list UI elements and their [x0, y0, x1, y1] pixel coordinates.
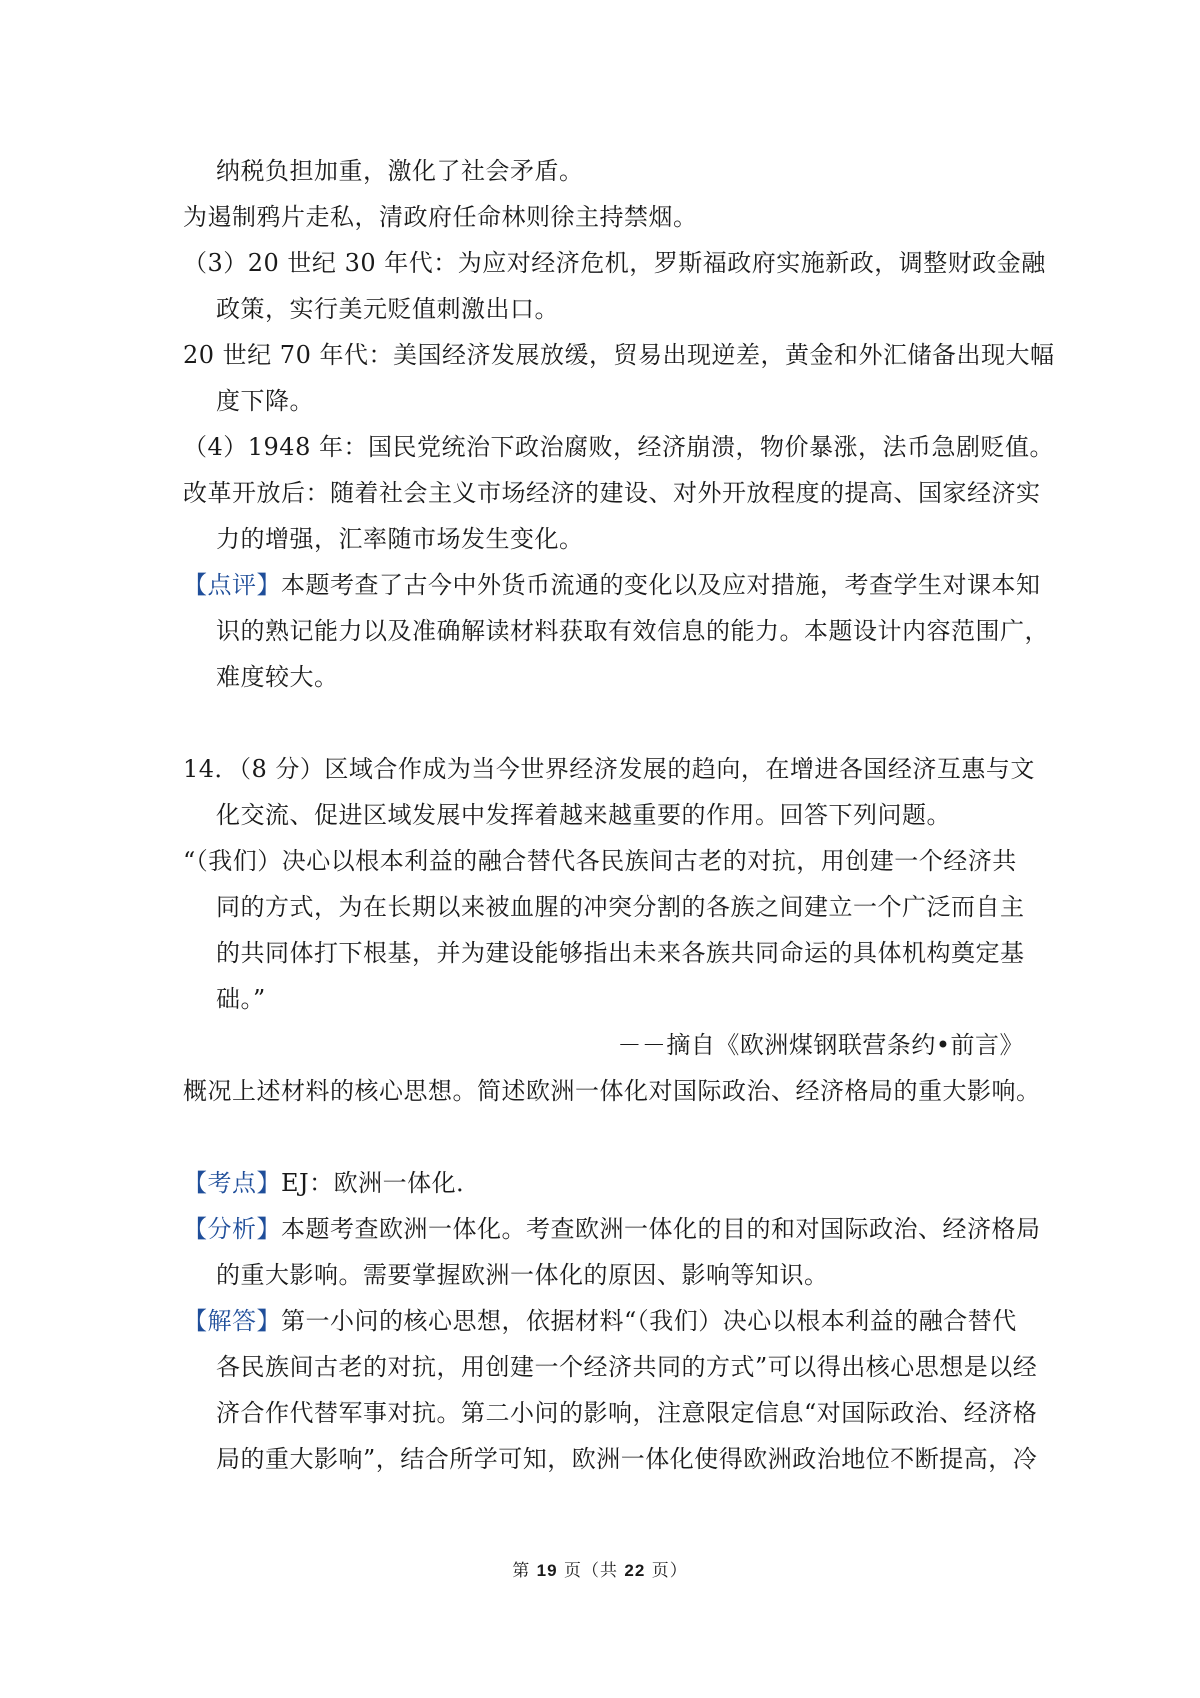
text-line: 20 世纪 70 年代：美国经济发展放缓，贸易出现逆差，黄金和外汇储备出现大幅: [183, 341, 1055, 369]
text-line: 局的重大影响”，结合所学可知，欧洲一体化使得欧洲政治地位不断提高，冷: [216, 1445, 1038, 1473]
text-line: 政策，实行美元贬值刺激出口。: [216, 295, 559, 323]
footer-suffix: 页）: [645, 1561, 688, 1581]
question-prompt: 概况上述材料的核心思想。简述欧洲一体化对国际政治、经济格局的重大影响。: [183, 1077, 1041, 1105]
fenxi-paragraph: [183, 1206, 1041, 1252]
page-footer: [0, 1556, 1200, 1581]
text-line: 的重大影响。需要掌握欧洲一体化的原因、影响等知识。: [216, 1261, 829, 1289]
fenxi-tag: 【分析】: [183, 1215, 281, 1243]
total-pages: 22: [624, 1561, 646, 1580]
page-number: 19: [536, 1561, 558, 1580]
kaodian-tag: 【考点】: [183, 1169, 281, 1197]
page-body: [183, 148, 1055, 1482]
footer-mid: 页（共: [557, 1561, 625, 1581]
fenxi-text: 本题考查欧洲一体化。考查欧洲一体化的目的和对国际政治、经济格局: [281, 1215, 1041, 1243]
jieda-paragraph: [183, 1298, 1028, 1344]
comment-text: 本题考查了古今中外货币流通的变化以及应对措施，考查学生对课本知: [281, 571, 1041, 599]
text-line: 难度较大。: [216, 663, 339, 691]
text-line: 各民族间古老的对抗，用创建一个经济共同的方式”可以得出核心思想是以经: [216, 1353, 1038, 1381]
text-line: 济合作代替军事对抗。第二小问的影响，注意限定信息“对国际政治、经济格: [216, 1399, 1038, 1427]
comment-tag: 【点评】: [183, 571, 281, 599]
text-line: 力的增强，汇率随市场发生变化。: [216, 525, 584, 553]
text-line: 化交流、促进区域发展中发挥着越来越重要的作用。回答下列问题。: [216, 801, 951, 829]
comment-paragraph: [183, 562, 1041, 608]
text-line: 的共同体打下根基，并为建设能够指出未来各族共同命运的具体机构奠定基: [216, 939, 1025, 967]
text-line: 识的熟记能力以及准确解读材料获取有效信息的能力。本题设计内容范围广，: [216, 617, 1049, 645]
text-line: 为遏制鸦片走私，清政府任命林则徐主持禁烟。: [183, 203, 698, 231]
kaodian-text: EJ：欧洲一体化．: [281, 1169, 481, 1197]
quote-source: －－摘自《欧洲煤钢联营条约•前言》: [617, 1031, 1024, 1059]
text-line: 同的方式，为在长期以来被血腥的冲突分割的各族之间建立一个广泛而自主: [216, 893, 1025, 921]
text-line: 度下降。: [216, 387, 314, 415]
jieda-text: 第一小问的核心思想，依据材料“（我们）决心以根本利益的融合替代: [281, 1307, 1017, 1335]
quote-text: “（我们）决心以根本利益的融合替代各民族间古老的对抗，用创建一个经济共: [183, 847, 1017, 875]
text-line: （4）1948 年：国民党统治下政治腐败，经济崩溃，物价暴涨，法币急剧贬值。: [183, 433, 1054, 461]
footer-prefix: 第: [512, 1561, 537, 1581]
text-line: 改革开放后：随着社会主义市场经济的建设、对外开放程度的提高、国家经济实: [183, 479, 1041, 507]
text-line: 础。”: [216, 985, 266, 1013]
spacer: [183, 1114, 1028, 1160]
spacer: [183, 700, 1028, 746]
text-line: 纳税负担加重，激化了社会矛盾。: [216, 157, 584, 185]
text-line: （3）20 世纪 30 年代：为应对经济危机，罗斯福政府实施新政，调整财政金融: [183, 249, 1046, 277]
kaodian-paragraph: [183, 1160, 1028, 1206]
question-14-stem: 14．（8 分）区域合作成为当今世界经济发展的趋向，在增进各国经济互惠与文: [183, 755, 1035, 783]
jieda-tag: 【解答】: [183, 1307, 281, 1335]
